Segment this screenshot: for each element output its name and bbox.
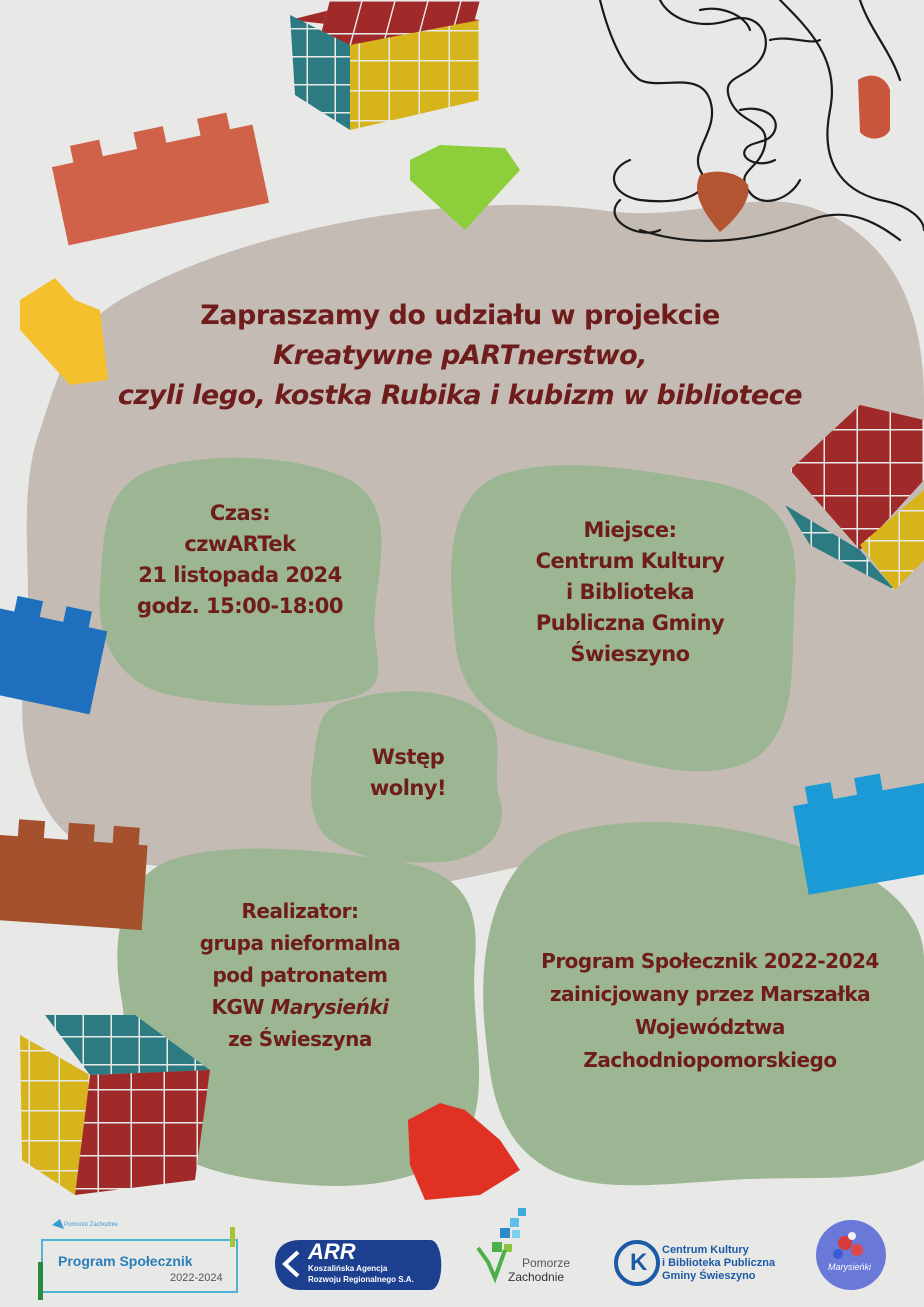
time-hours: godz. 15:00-18:00 <box>137 594 343 618</box>
entry-block <box>318 742 498 804</box>
time-label: Czas: <box>209 501 271 525</box>
entry-line-2: wolny! <box>369 776 447 800</box>
organizer-label: Realizator: <box>241 899 359 923</box>
place-line-2: i Biblioteka <box>566 580 694 604</box>
face-blush-shape <box>858 76 890 139</box>
organizer-line-2: pod patronatem <box>212 963 388 987</box>
title-line-2: Kreatywne pARTnerstwo, <box>273 340 647 371</box>
logo-marysienki <box>816 1220 886 1290</box>
logo-ck-line-2: i Biblioteka Publiczna <box>662 1257 776 1269</box>
program-line-2: zainicjowany przez Marszałka <box>549 982 871 1006</box>
time-block <box>110 498 370 622</box>
logo-ck-letter: K <box>630 1249 648 1276</box>
organizer-kgw-name: Marysieńki <box>270 995 389 1019</box>
time-day: czwARTek <box>184 532 296 556</box>
entry-line-1: Wstęp <box>371 745 445 769</box>
logo-spolecznik-title: Program Społecznik <box>58 1253 193 1269</box>
program-line-1: Program Społecznik 2022-2024 <box>541 949 879 973</box>
program-block <box>520 945 900 1077</box>
time-date: 21 listopada 2024 <box>138 563 342 587</box>
program-line-4: Zachodniopomorskiego <box>583 1048 837 1072</box>
program-line-3: Województwa <box>635 1015 785 1039</box>
rubik-cube-top <box>290 0 480 130</box>
organizer-kgw: KGW <box>211 995 264 1019</box>
lego-brown-brick <box>0 818 149 930</box>
logo-pz-line-1: Pomorze <box>522 1256 571 1270</box>
place-block <box>480 515 780 670</box>
logo-spolecznik-small-text: Pomorze Zachodnie <box>64 1222 118 1228</box>
lego-yellow-piece <box>20 278 108 385</box>
logo-ck-line-3: Gminy Świeszyno <box>662 1270 756 1282</box>
organizer-line-3 <box>150 991 450 1023</box>
logo-arr-line-1: Koszalińska Agencja <box>308 1264 388 1273</box>
place-line-3: Publiczna Gminy <box>535 611 725 635</box>
organizer-line-4: ze Świeszyna <box>228 1027 372 1051</box>
title-line-3: czyli lego, kostka Rubika i kubizm w bibliotece <box>117 380 803 411</box>
place-line-1: Centrum Kultury <box>535 549 725 573</box>
logo-spolecznik-years: 2022-2024 <box>170 1272 223 1284</box>
logo-arr-abbr: ARR <box>308 1239 356 1264</box>
organizer-block <box>150 895 450 1055</box>
lego-orange-brick <box>48 108 269 246</box>
organizer-line-1: grupa nieformalna <box>199 931 401 955</box>
title-line-1: Zapraszamy do udziału w projekcie <box>200 300 720 331</box>
logo-ck-line-1: Centrum Kultury <box>662 1244 749 1256</box>
logo-arr-line-2: Rozwoju Regionalnego S.A. <box>308 1275 414 1284</box>
logo-pz-line-2: Zachodnie <box>508 1270 565 1284</box>
place-line-4: Świeszyno <box>570 642 690 666</box>
event-title <box>100 296 820 416</box>
logo-marysienki-text: Marysieńki <box>828 1262 872 1272</box>
place-label: Miejsce: <box>583 518 677 542</box>
logo-pomorze-zachodnie-mark <box>478 1208 526 1278</box>
